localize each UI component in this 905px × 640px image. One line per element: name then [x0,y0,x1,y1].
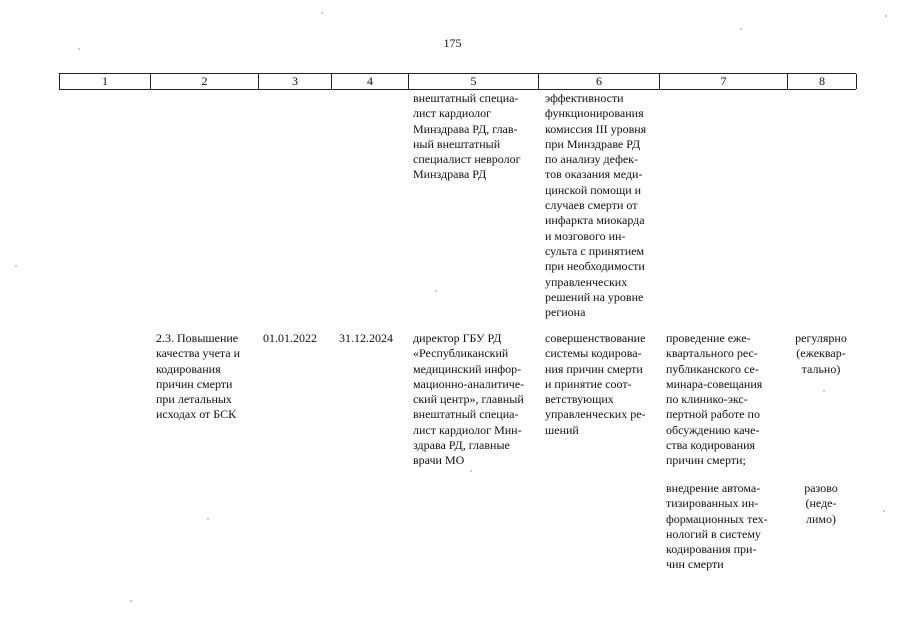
row-2-3-result-cell: совершенствование системы кодирова- ния причин смерти и принятие соот- ветствующих управленческих ре- шений [545,331,646,437]
column-header-2: 2 [151,74,259,89]
column-header-4: 4 [332,74,409,89]
scan-speck [823,390,825,392]
scan-speck [78,48,80,50]
row-2-3-responsible-cell: директор ГБУ РД «Республиканский медицинский инфор- мационно-аналитиче- ский центр», главный внештатный специа- лист кардиолог Мин- здрава РД, главные врачи МО [413,331,525,468]
row-2-3-activity-cell: 2.3. Повышение качества учета и кодирования причин смерти при летальных исходах от БСК [156,331,241,422]
column-header-6: 6 [539,74,660,89]
column-header-1: 1 [60,74,151,89]
table-header-row [59,73,856,90]
continuation-result-cell: эффективности функционирования комиссия III уровня при Минздраве РД по анализу дефек- тов оказания меди- цинской помощи и случаев смерти от инфаркта миокарда и мозгового ин- сульта с принятием при необходимости управленческих решений на уровне региона [545,91,647,320]
page-number: 175 [443,36,462,50]
scan-speck [883,510,885,512]
row-2-3-end-date-cell: 31.12.2024 [339,331,393,345]
scan-speck [470,470,472,472]
column-header-8: 8 [788,74,857,89]
column-header-3: 3 [259,74,332,89]
scan-speck [740,28,742,30]
scan-speck [885,15,887,17]
scan-speck [130,600,132,602]
continuation-responsible-cell: внештатный специа- лист кардиолог Минздрава РД, глав- ный внештатный специалист невролог Минздрава РД [413,91,521,182]
column-header-7: 7 [660,74,788,89]
row-2-3-indicator-cell-1: проведение еже- квартального рес- публиканского се- минара-совещания по клинико-экс- пертной работе по обсуждению каче- ства кодирования причин смерти; [666,331,763,468]
row-2-3-indicator-cell-2: внедрение автома- тизированных ин- формационных тех- нологий в систему кодирования при- чин смерти [666,481,768,572]
scan-speck [207,518,209,520]
row-2-3-frequency-cell-1: регулярно (ежеквар- тально) [795,331,847,376]
scan-speck [435,290,437,292]
row-2-3-frequency-cell-2: разово (неде- лимо) [804,481,838,526]
row-2-3-start-date-cell: 01.01.2022 [263,331,317,345]
column-header-5: 5 [409,74,539,89]
scan-speck [15,265,17,267]
scan-speck [321,12,323,14]
